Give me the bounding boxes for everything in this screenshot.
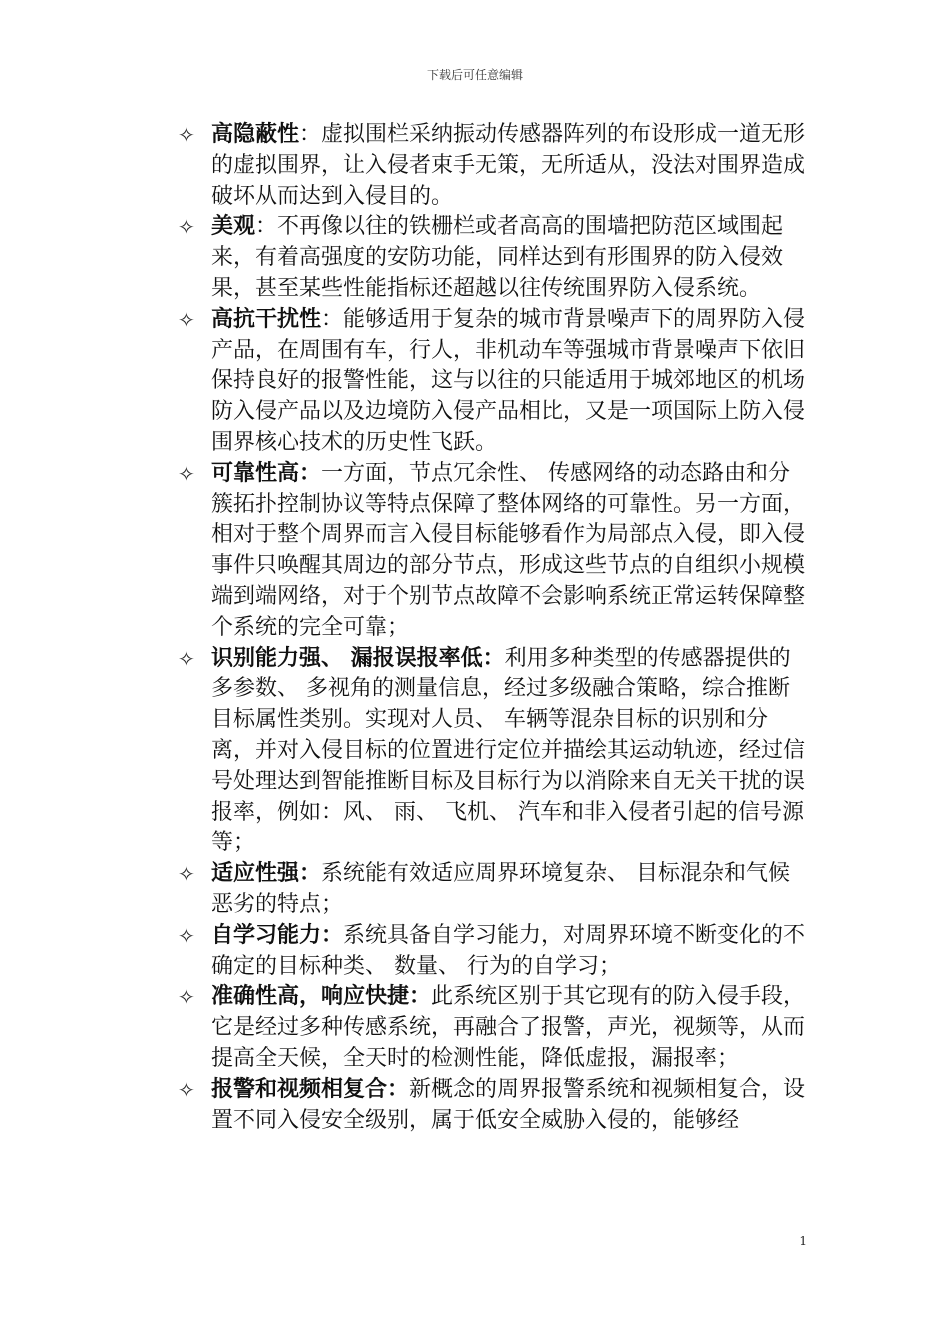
bullet-diamond-icon: ✧ (178, 985, 195, 1010)
document-body (178, 120, 806, 1136)
bullet-diamond-icon: ✧ (178, 1077, 195, 1102)
list-item (178, 120, 806, 212)
item-text: 利用多种类型的传感器提供的多参数、 多视角的测量信息，经过多级融合策略，综合推断目标属性类别。实现对人员、 车辆等混杂目标的识别和分离，并对入侵目标的位置进行定位并描绘其运动轨迹，经过信号处理达到智能推断目标及目标行为以消除来自无关干扰的误报率，例如：风、 雨、 飞机、 汽车和非入侵者引起的信号源等； (211, 645, 806, 856)
item-separator: ： (255, 214, 278, 240)
page-number: 1 (799, 1234, 807, 1248)
item-text: 虚拟围栏采纳振动传感器阵列的布设形成一道无形的虚拟围界，让入侵者束手无策，无所适从，没法对围界造成破坏从而达到入侵目的。 (211, 122, 806, 209)
item-term: 美观 (211, 214, 256, 240)
item-term: 自学习能力： (211, 922, 344, 948)
bullet-diamond-icon: ✧ (178, 646, 195, 671)
item-term: 高抗干扰性 (211, 306, 322, 332)
item-text: 不再像以往的铁栅栏或者高高的围墙把防范区域围起来，有着高强度的安防功能，同样达到有形围界的防入侵效果，甚至某些性能指标还超越以往传统围界防入侵系统。 (211, 214, 784, 301)
item-term: 适应性强： (211, 861, 322, 887)
bullet-diamond-icon: ✧ (178, 862, 195, 887)
item-text: 系统能有效适应周界环境复杂、 目标混杂和气候恶劣的特点； (211, 861, 791, 917)
list-item (178, 921, 806, 983)
page-header: 下载后可任意编辑 (426, 68, 523, 82)
list-item (178, 459, 806, 644)
item-term: 准确性高，响应快捷： (211, 984, 432, 1010)
list-item (178, 212, 806, 304)
list-item (178, 859, 806, 921)
item-text: 此系统区别于其它现有的防入侵手段， 它是经过多种传感系统，再融合了报警，声光，视频等，从而提高全天候，全天时的检测性能，降低虚报，漏报率； (211, 984, 806, 1071)
list-item (178, 305, 806, 459)
item-text: 新概念的周界报警系统和视频相复合，设置不同入侵安全级别，属于低安全威胁入侵的，能够经 (211, 1076, 806, 1133)
item-text: 能够适用于复杂的城市背景噪声下的周界防入侵产品，在周围有车，行人，非机动车等强城市背景噪声下依旧保持良好的报警性能，这与以往的只能适用于城郊地区的机场防入侵产品以及边境防入侵产品相比，又是一项国际上防入侵围界核心技术的历史性飞跃。 (211, 306, 806, 455)
item-text: 系统具备自学习能力，对周界环境不断变化的不确定的目标种类、 数量、 行为的自学习； (211, 922, 806, 979)
bullet-diamond-icon: ✧ (178, 123, 195, 147)
bullet-diamond-icon: ✧ (178, 307, 195, 332)
item-term: 识别能力强、 漏报误报率低： (211, 645, 505, 671)
bullet-diamond-icon: ✧ (178, 215, 195, 240)
list-item (178, 982, 806, 1074)
item-separator: ： (299, 122, 322, 147)
bullet-diamond-icon: ✧ (178, 461, 195, 486)
list-item (178, 644, 806, 860)
item-term: 高隐蔽性 (211, 122, 300, 147)
bullet-diamond-icon: ✧ (178, 923, 195, 948)
item-term: 可靠性高： (211, 460, 322, 486)
item-separator: ： (321, 306, 344, 332)
list-item (178, 1075, 806, 1137)
item-term: 报警和视频相复合： (211, 1076, 410, 1102)
item-text: 一方面，节点冗余性、 传感网络的动态路由和分簇拓扑控制协议等特点保障了整体网络的可靠性。另一方面，相对于整个周界而言入侵目标能够看作为局部点入侵，即入侵事件只唤醒其周边的部分节点，形成这些节点的自组织小规模端到端网络，对于个别节点故障不会影响系统正常运转保障整个系统的完全可靠； (211, 460, 806, 640)
